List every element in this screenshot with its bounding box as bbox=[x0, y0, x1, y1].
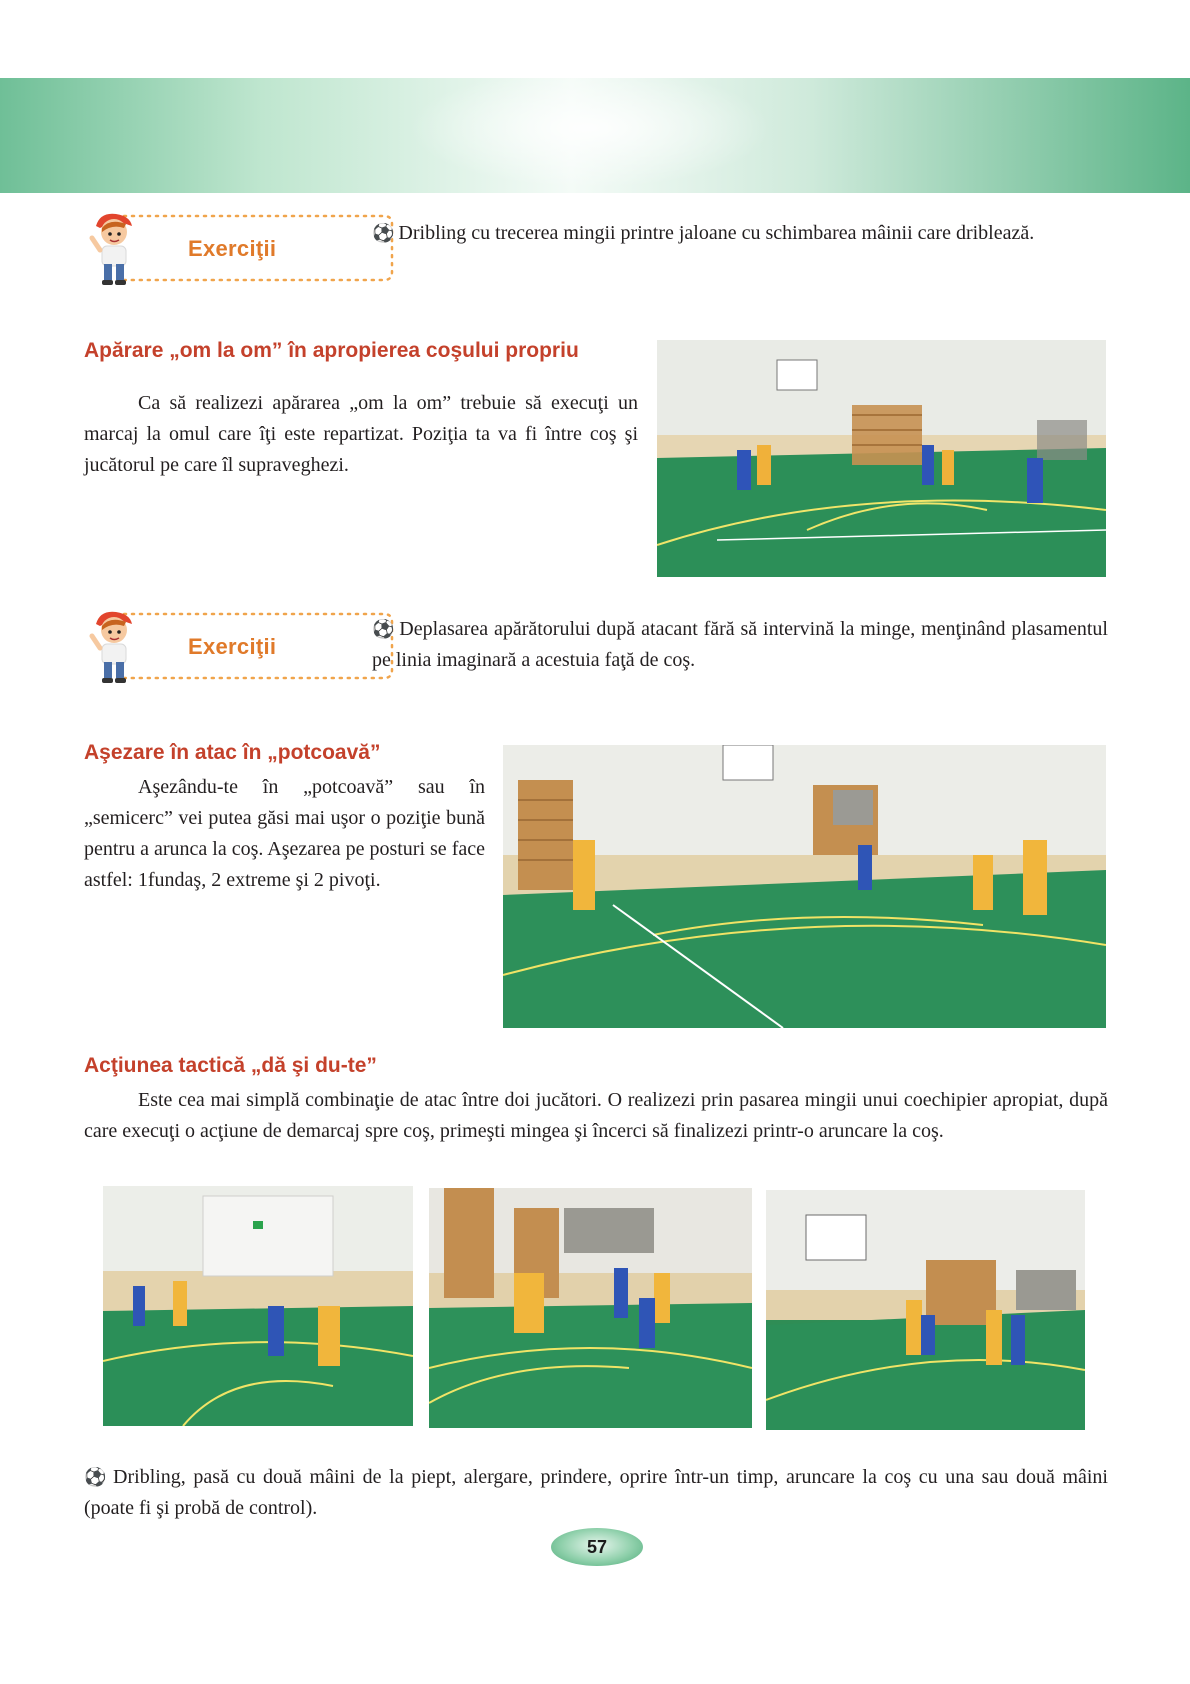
photo-horseshoe-attack bbox=[503, 745, 1106, 1028]
exercise-label: Exerciţii bbox=[188, 634, 277, 659]
page-number: 57 bbox=[551, 1528, 643, 1566]
photo-give-and-go-2 bbox=[429, 1188, 752, 1428]
section-heading: Acţiunea tactică „dă şi du-te” bbox=[84, 1054, 377, 1077]
section-paragraph: Aşezându-te în „potcoavă” sau în „semicerc” vei putea găsi mai uşor o poziţie bună pentru a arunca la coş. Aşezarea pe posturi se face astfel: 1fundaş, 2 extreme şi 2 pivoţi. bbox=[84, 776, 485, 891]
exercise-text: ⚽ Deplasarea apărătorului după atacant fără să intervină la minge, menţinând plasamentul pe linia imaginară a acestuia faţă de coş. bbox=[372, 618, 1108, 671]
exercise-text: ⚽ Dribling cu trecerea mingii printre jaloane cu schimbarea mâinii care driblează. bbox=[372, 222, 1035, 244]
boy-mascot-icon bbox=[86, 606, 138, 686]
section-paragraph: Ca să realizezi apărarea „om la om” trebuie să execuţi un marcaj la omul care îţi este repartizat. Poziţia ta va fi între coş şi jucătorul pe care îl supraveghezi. bbox=[84, 392, 638, 476]
exercise-box bbox=[84, 612, 394, 680]
soccer-ball-icon: ⚽ bbox=[372, 223, 395, 244]
section-heading: Apărare „om la om” în apropierea coşului propriu bbox=[84, 339, 579, 362]
section-paragraph: Este cea mai simplă combinaţie de atac între doi jucători. O realizezi prin pasarea mingii unui coechipier apropiat, după care execuţi o acţiune de demarcaj spre coş, primeşti mingea şi încerci să finalizezi printr-o aruncare la coş. bbox=[84, 1089, 1108, 1142]
soccer-ball-icon: ⚽ bbox=[372, 619, 396, 640]
boy-mascot-icon bbox=[86, 208, 138, 288]
photo-man-to-man-defense bbox=[657, 340, 1106, 577]
photo-give-and-go-3 bbox=[766, 1190, 1085, 1430]
section-heading: Aşezare în atac în „potcoavă” bbox=[84, 741, 381, 764]
exercise-box bbox=[84, 214, 394, 282]
header-banner bbox=[0, 78, 1190, 193]
final-exercise-text: ⚽ Dribling, pasă cu două mâini de la piept, alergare, prindere, oprire într-un timp, aruncare la coş cu una sau două mâini (poate fi şi probă de control). bbox=[84, 1466, 1108, 1519]
photo-give-and-go-1 bbox=[103, 1186, 413, 1426]
soccer-ball-icon: ⚽ bbox=[84, 1467, 110, 1488]
exercise-label: Exerciţii bbox=[188, 236, 277, 261]
